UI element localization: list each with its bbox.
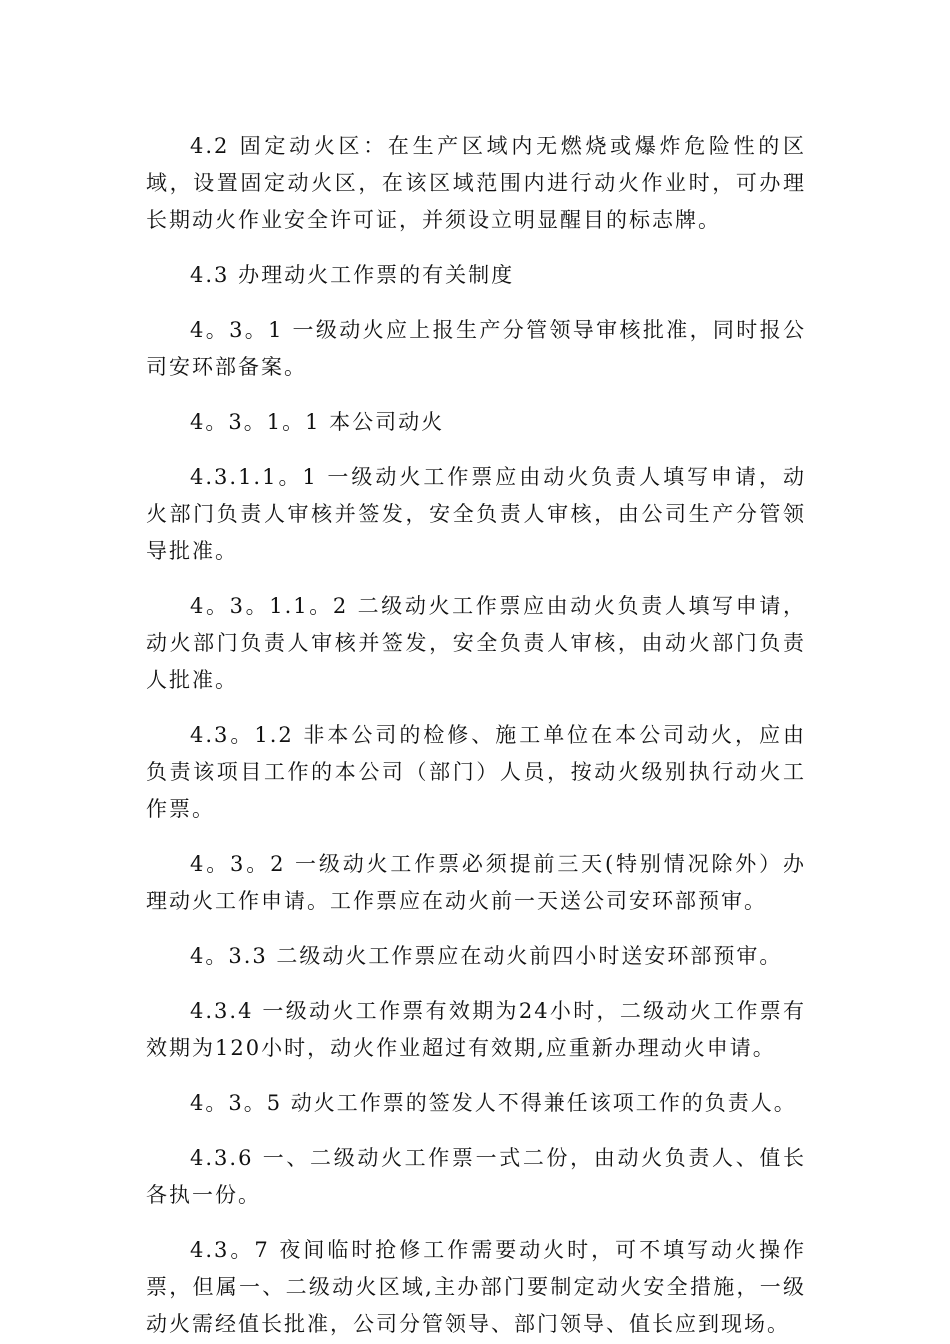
paragraph-4-3-5: 4。3。5 动火工作票的签发人不得兼任该项工作的负责人。 xyxy=(190,1091,797,1115)
paragraph-4-3-3: 4。3.3 二级动火工作票应在动火前四小时送安环部预审。 xyxy=(190,944,783,968)
paragraph-4-3-4: 4.3.4 一级动火工作票有效期为24小时，二级动火工作票有效期为120小时，动火作业超过有效期,应重新办理动火申请。 xyxy=(146,999,806,1060)
paragraph-4-3-1-1-2: 4。3。1.1。2 二级动火工作票应由动火负责人填写申请，动火部门负责人审核并签发，安全负责人审核，由动火部门负责人批准。 xyxy=(146,594,806,692)
paragraph-4-3-7: 4.3。7 夜间临时抢修工作需要动火时，可不填写动火操作票，但属一、二级动火区域,主办部门要制定动火安全措施，一级动火需经值长批准，公司分管领导、部门领导、值长应到现场。 xyxy=(146,1238,806,1336)
paragraph-4-3-1: 4。3。1 一级动火应上报生产分管领导审核批准，同时报公司安环部备案。 xyxy=(146,318,806,379)
paragraph-4-3-1-1-1: 4.3.1.1。1 一级动火工作票应由动火负责人填写申请，动火部门负责人审核并签发，安全负责人审核，由公司生产分管领导批准。 xyxy=(146,465,806,563)
paragraph-4-3: 4.3 办理动火工作票的有关制度 xyxy=(190,263,515,287)
document-body xyxy=(146,128,806,1343)
paragraph-4-3-1-2: 4.3。1.2 非本公司的检修、施工单位在本公司动火，应由负责该项目工作的本公司（部门）人员，按动火级别执行动火工作票。 xyxy=(146,723,806,821)
paragraph-4-3-1-1: 4。3。1。1 本公司动火 xyxy=(190,410,445,434)
paragraph-4-2: 4.2 固定动火区：在生产区域内无燃烧或爆炸危险性的区域，设置固定动火区，在该区域范围内进行动火作业时，可办理长期动火作业安全许可证，并须设立明显醒目的标志牌。 xyxy=(146,134,806,232)
paragraph-4-3-6: 4.3.6 一、二级动火工作票一式二份，由动火负责人、值长各执一份。 xyxy=(146,1146,806,1207)
paragraph-4-3-2: 4。3。2 一级动火工作票必须提前三天(特别情况除外）办理动火工作申请。工作票应在动火前一天送公司安环部预审。 xyxy=(146,852,806,913)
